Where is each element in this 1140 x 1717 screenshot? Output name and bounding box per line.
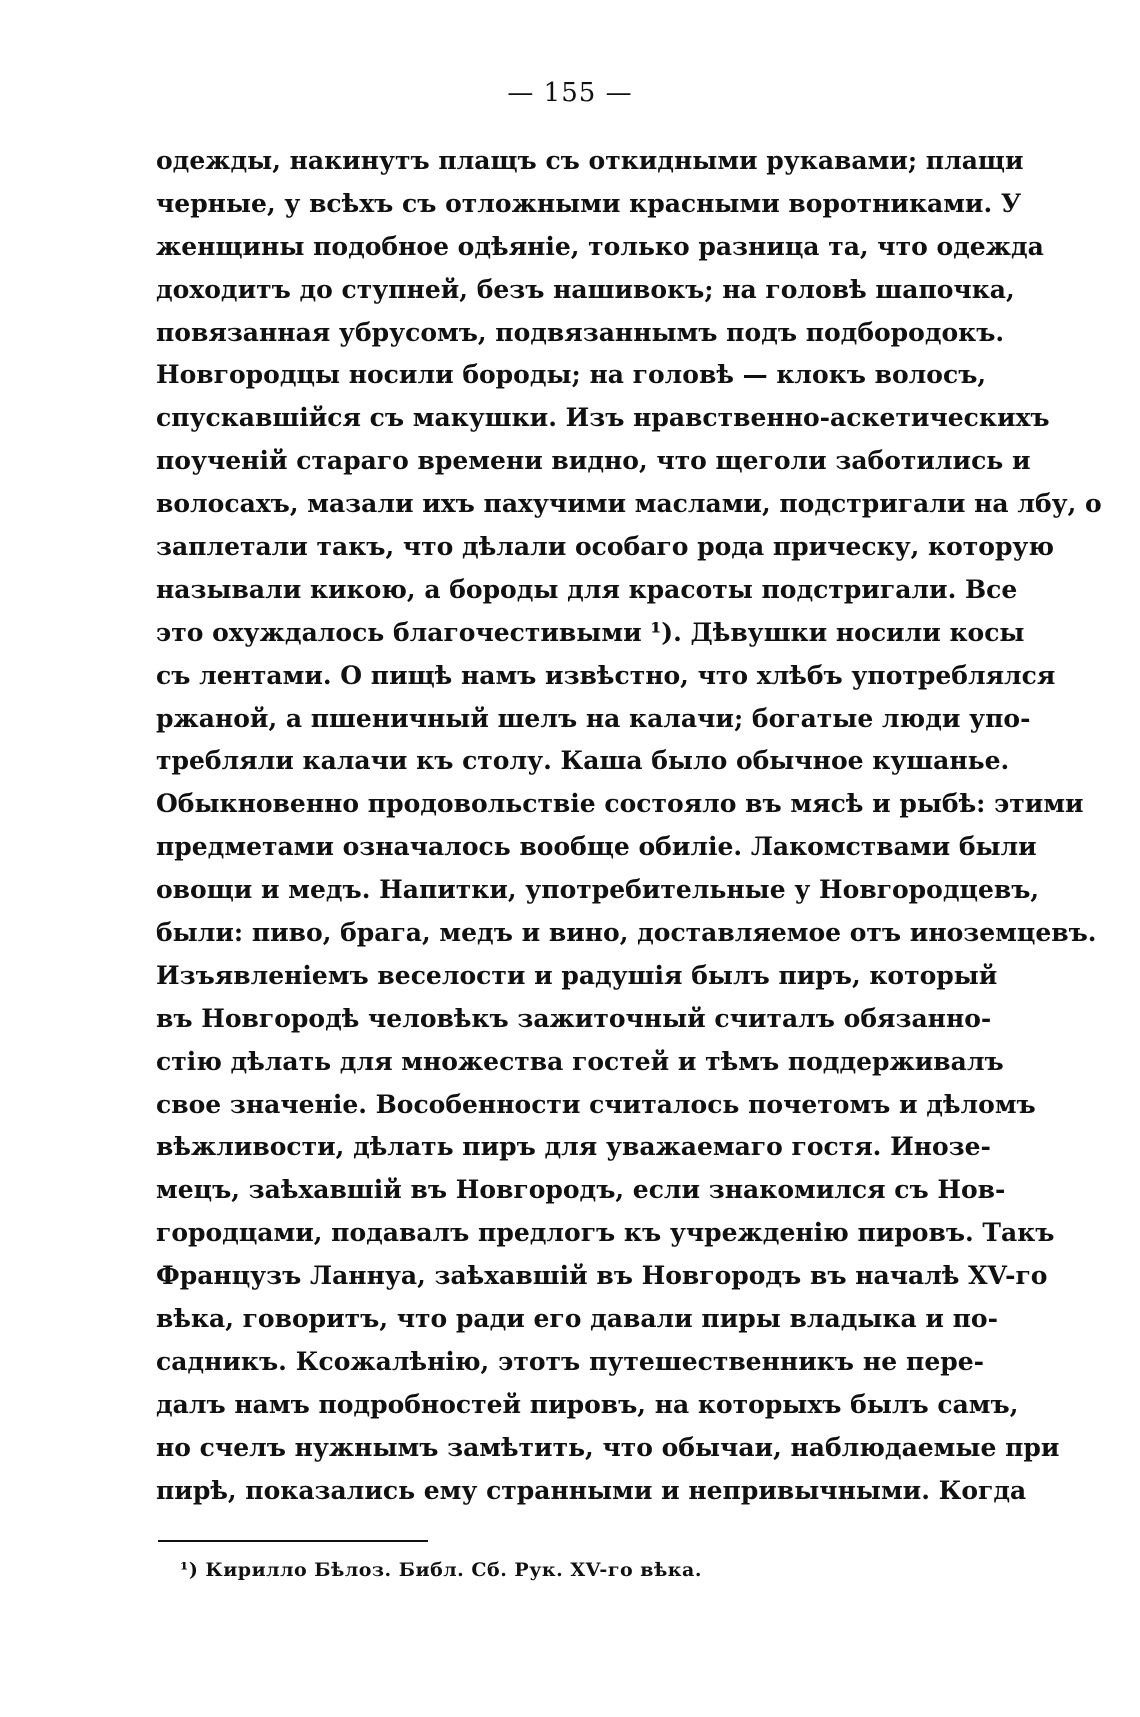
text-line: черные, у всѣхъ съ отложными красными воротниками. У: [156, 188, 1022, 218]
text-line: мецъ, заѣхавшій въ Новгородъ, если знакомился съ Нов-: [156, 1175, 1006, 1205]
text-line: волосахъ, мазали ихъ пахучими маслами, подстригали на лбу, о: [156, 489, 1102, 519]
text-line: въ Новгородѣ человѣкъ зажиточный считалъ обязанно-: [156, 1003, 992, 1033]
text-line: ржаной, а пшеничный шелъ на калачи; богатые люди упо-: [156, 703, 1031, 733]
text-line: предметами означалось вообще обиліе. Лакомствами были: [156, 832, 1037, 862]
text-line: доходитъ до ступней, безъ нашивокъ; на головѣ шапочка,: [156, 274, 1015, 304]
text-line: Изъявленіемъ веселости и радушія былъ пиръ, который: [156, 960, 998, 990]
text-line: женщины подобное одѣяніе, только разница та, что одежда: [156, 231, 1044, 261]
text-line: съ лентами. О пищѣ намъ извѣстно, что хлѣбъ употреблялся: [156, 660, 1056, 690]
text-line: требляли калачи къ столу. Каша было обычное кушанье.: [156, 746, 1010, 776]
text-line: свое значеніе. Вособенности считалось почетомъ и дѣломъ: [156, 1089, 1036, 1119]
footnote: ¹) Кирилло Бѣлоз. Библ. Сб. Рук. XV-го вѣка.: [180, 1559, 702, 1581]
text-line: поученій стараго времени видно, что щеголи заботились и: [156, 446, 1031, 476]
text-line: повязанная убрусомъ, подвязаннымъ подъ подбородокъ.: [156, 317, 1005, 347]
text-line: вѣка, говоритъ, что ради его давали пиры владыка и по-: [156, 1304, 998, 1334]
text-line: городцами, подавалъ предлогъ къ учрежденію пировъ. Такъ: [156, 1218, 1055, 1248]
text-line: одежды, накинутъ плащъ съ откидными рукавами; плащи: [156, 146, 1024, 175]
text-line: садникъ. Ксожалѣнію, этотъ путешественникъ не пере-: [156, 1346, 984, 1376]
text-line: пирѣ, показались ему странными и непривычными. Когда: [156, 1475, 1027, 1505]
text-line: Французъ Ланнуа, заѣхавшій въ Новгородъ въ началѣ XV-го: [156, 1261, 1048, 1291]
text-line: это охуждалось благочестивыми ¹). Дѣвушки носили косы: [156, 617, 1025, 647]
text-line: спускавшійся съ макушки. Изъ нравственно-аскетическихъ: [156, 403, 1050, 433]
text-line: но счелъ нужнымъ замѣтить, что обычаи, наблюдаемые при: [156, 1432, 1060, 1462]
text-line: стію дѣлать для множества гостей и тѣмъ поддерживалъ: [156, 1046, 1004, 1076]
text-line: заплетали такъ, что дѣлали особаго рода прическу, которую: [156, 532, 1055, 562]
footnote-divider: [158, 1540, 428, 1542]
page-number: — 155 —: [507, 78, 633, 108]
text-line: были: пиво, брага, медъ и вино, доставляемое отъ иноземцевъ.: [156, 918, 1097, 948]
text-line: Обыкновенно продовольствіе состояло въ мясѣ и рыбѣ: этими: [156, 789, 1084, 819]
text-line: вѣжливости, дѣлать пиръ для уважаемаго гостя. Инозе-: [156, 1132, 991, 1162]
text-line: называли кикою, а бороды для красоты подстригали. Все: [156, 574, 1018, 604]
text-line: овощи и медъ. Напитки, употребительные у Новгородцевъ,: [156, 875, 1040, 905]
text-line: Новгородцы носили бороды; на головѣ — клокъ волосъ,: [156, 360, 987, 390]
body-text: [156, 140, 1102, 1513]
text-line: далъ намъ подробностей пировъ, на которыхъ былъ самъ,: [156, 1389, 1019, 1419]
